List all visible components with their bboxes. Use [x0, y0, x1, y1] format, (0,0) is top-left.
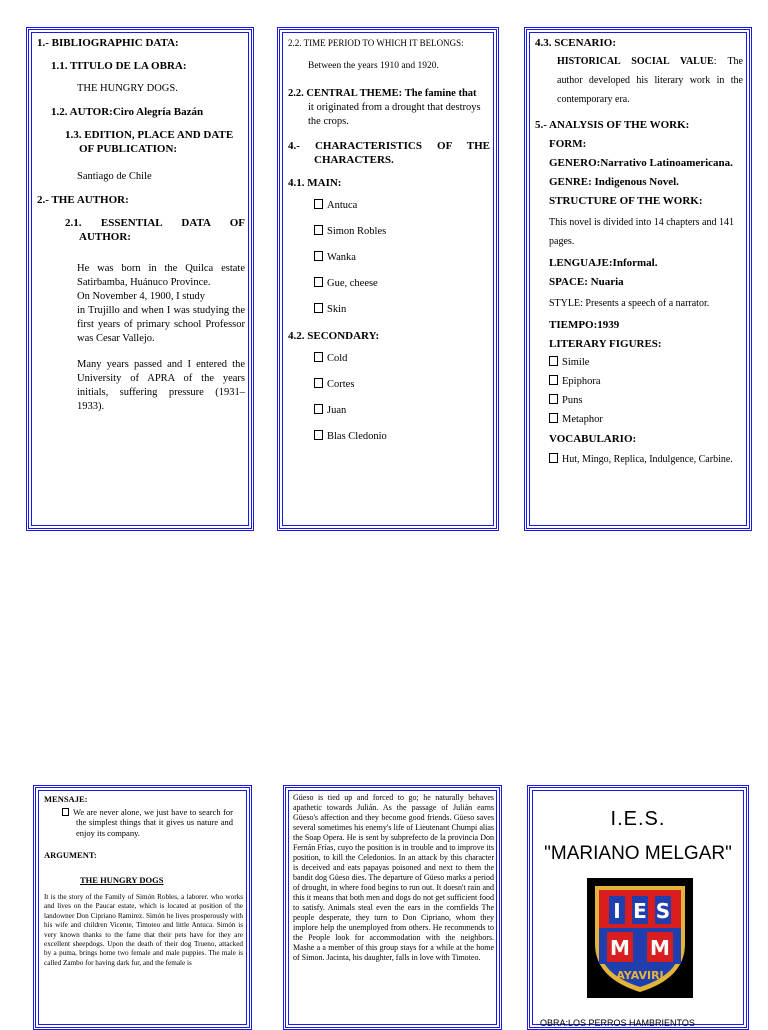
work-name: OBRA:LOS PERROS HAMBRIENTOS [540, 1018, 695, 1028]
work-title: THE HUNGRY DOGS. [77, 83, 178, 94]
heading-essential-data: 2.1. ESSENTIAL DATA OF AUTHOR: [65, 217, 245, 243]
style-text: STYLE: Presents a speech of a narrator. [549, 298, 710, 309]
panel-message-argument [33, 785, 252, 1030]
logo-city: AYAVIRI [616, 969, 664, 982]
heading-edition: 1.3. EDITION, PLACE AND DATE OF PUBLICATION: [65, 129, 234, 155]
panel-cover [527, 785, 749, 1030]
list-item: Metaphor [549, 413, 743, 427]
genre-label: GENRE: Indigenous Novel. [549, 176, 679, 188]
main-characters-list [288, 199, 490, 317]
central-theme-rest: it originated from a drought that destroys the crops. [308, 102, 481, 127]
heading-secondary-characters: 4.2. SECONDARY: [288, 330, 380, 342]
heading-title-of-work: 1.1. TITULO DE LA OBRA: [51, 60, 187, 72]
list-item: Blas Cledonio [314, 430, 490, 444]
list-item: Simile [549, 356, 743, 370]
ies-title: I.E.S. [610, 808, 666, 830]
list-item: Cortes [314, 378, 490, 392]
school-shield-icon [587, 878, 693, 998]
list-item: Puns [549, 394, 743, 408]
school-logo [587, 878, 693, 998]
checkbox-icon [549, 375, 558, 385]
list-item: Epiphora [549, 375, 743, 389]
heading-mensaje: MENSAJE: [44, 794, 88, 804]
story-title: THE HUNGRY DOGS [80, 874, 164, 885]
checkbox-icon [549, 453, 558, 463]
list-item: Skin [314, 303, 490, 317]
genero-label: GENERO:Narrativo Latinoamericana. [549, 157, 733, 169]
heading-main-characters: 4.1. MAIN: [288, 177, 342, 189]
central-theme: 2.2. CENTRAL THEME: The famine that [288, 88, 477, 99]
checkbox-icon [62, 808, 69, 816]
checkbox-icon [314, 352, 323, 362]
list-item: Cold [314, 352, 490, 366]
checkbox-icon [314, 199, 323, 209]
literary-figures-label: LITERARY FIGURES: [549, 338, 662, 350]
checkbox-icon [549, 356, 558, 366]
form-label: FORM: [549, 138, 587, 150]
logo-letter: S [655, 899, 671, 923]
heading-author: 1.2. AUTOR:Ciro Alegría Bazán [51, 106, 204, 118]
lenguaje-label: LENGUAJE:Informal. [549, 257, 658, 269]
tiempo-label: TIEMPO:1939 [549, 319, 620, 331]
panel-time-and-characters [277, 27, 499, 531]
checkbox-icon [549, 413, 558, 423]
mensaje-text: We are never alone, we just have to search for the simplest things that it gives us nature and enjoy its company. [62, 807, 233, 839]
panel-bibliographic-data [26, 27, 254, 531]
space-label: SPACE: Nuaria [549, 276, 624, 288]
heading-time-period: 2.2. TIME PERIOD TO WHICH IT BELONGS: [288, 38, 464, 48]
checkbox-icon [314, 251, 323, 261]
publication-place: Santiago de Chile [77, 171, 152, 182]
heading-scenario: 4.3. SCENARIO: [535, 37, 616, 49]
list-item: Gue, cheese [314, 277, 490, 291]
panel-analysis-of-work [524, 27, 752, 531]
vocabulary-text: Hut, Mingo, Replica, Indulgence, Carbine. [549, 451, 737, 469]
heading-argument: ARGUMENT: [44, 850, 97, 860]
list-item: Simon Robles [314, 225, 490, 239]
logo-letter: I [613, 899, 621, 923]
time-period-value: Between the years 1910 and 1920. [308, 61, 439, 71]
logo-letter: E [633, 899, 647, 923]
logo-letter: M [610, 936, 630, 960]
heading-bibliographic-data: 1.- BIBLIOGRAPHIC DATA: [37, 37, 179, 49]
list-item: Juan [314, 404, 490, 418]
checkbox-icon [314, 303, 323, 313]
checkbox-icon [314, 430, 323, 440]
checkbox-icon [549, 394, 558, 404]
heading-the-author: 2.- THE AUTHOR: [37, 194, 129, 206]
secondary-characters-list [288, 352, 490, 444]
vocabulario-label: VOCABULARIO: [549, 433, 637, 445]
school-name: "MARIANO MELGAR" [544, 843, 732, 864]
structure-text: This novel is divided into 14 chapters and 141 pages. [549, 217, 734, 247]
panel-story-continued [283, 785, 502, 1030]
structure-label: STRUCTURE OF THE WORK: [549, 195, 703, 207]
checkbox-icon [314, 225, 323, 235]
logo-letter: M [650, 936, 670, 960]
story-continued-text: Güeso is tied up and forced to go; he naturally behaves apathetic towards Julián. As the passage of Julián earns Güeso's affection and they become good friends. Güeso saves several sometimes his enemy's life of Lieutenant Chumpi alias the Soap Opera. He is sent by subprefecto de la provincia Don Fernán Frías, cuyo the position is in trouble and to improve its position, to kill the Celedonios. In an attack by this character is deceived and eats papayas poisoned and next to them the bandit dog Güeso dies. The departure of Güeso marks a period of drought, in where food begins to run out. It doesn't rain and this it means that both men and dogs do not get sufficient food to satisfy. Animals steal even the ears in the cornfields The people desperate, they turn to Don Cipriano, whom they implore help the unemployed from others. He recommends to the People look for accommodation with the neighbors. Mashe a a member of this group stays for a while at the home of Simon. Jacinta, his daughter, falls in love with Timoteo. [293, 793, 494, 962]
story-text: It is the story of the Family of Simón Robles, a laborer. who works and lives on the Paucar estate, which is located at position of the landowner Don Cipriano Ramirez. Simón he lives prosperously with his wife and children Vicente, Timoteo and little Antuca. Simón is very known thanks to the fame that their pets have for they are excellent sheepdogs. Upon the death of their dog Trueno, attacked by a puma, brings home two female and male puppies. The male is called Zambo for having dark fur, and the female is [44, 893, 243, 967]
heading-analysis: 5.- ANALYSIS OF THE WORK: [535, 119, 690, 131]
checkbox-icon [314, 277, 323, 287]
author-bio-1: He was born in the Quilca estate Satirbamba, Huánuco Province. [77, 263, 245, 288]
heading-characteristics: 4.- CHARACTERISTICS OF THE CHARACTERS. [288, 140, 490, 166]
checkbox-icon [314, 378, 323, 388]
checkbox-icon [314, 404, 323, 414]
author-bio-4: Many years passed and I entered the University of APRA of the years initials, suffering pressure (1931–1933). [77, 359, 245, 412]
author-bio-2: On November 4, 1900, I study [77, 291, 206, 302]
list-item: Antuca [314, 199, 490, 213]
historical-social-value: HISTORICAL SOCIAL VALUE: The author developed his literary work in the contemporary era. [557, 56, 743, 105]
author-bio-3: in Trujillo and when I was studying the first years of primary school Professor was Cesar Vallejo. [77, 305, 245, 344]
list-item: Wanka [314, 251, 490, 265]
